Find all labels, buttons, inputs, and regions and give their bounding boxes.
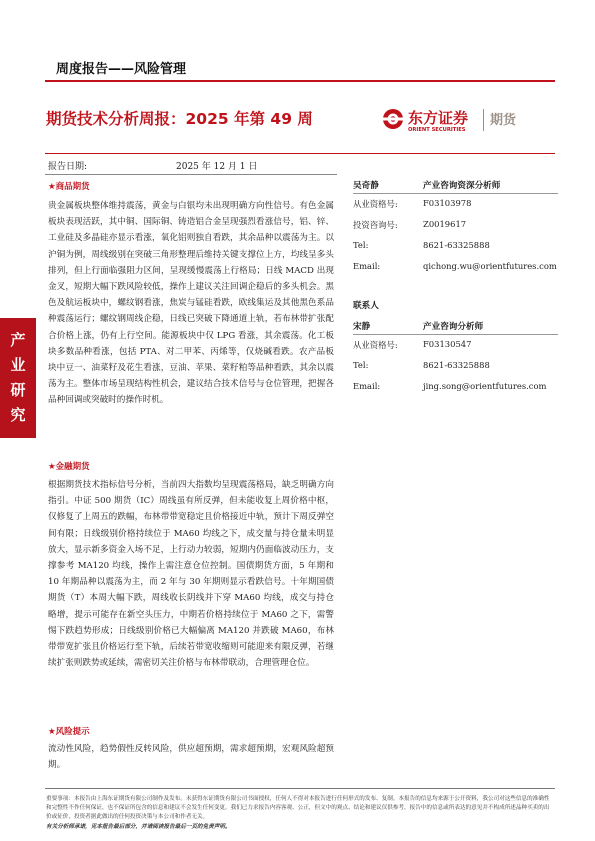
contact-name: 宋静 — [353, 322, 371, 332]
analyst-consult-value: Z0019617 — [423, 219, 467, 229]
sidebar-char: 研 — [10, 381, 26, 399]
risk-text: 流动性风险，趋势假性反转风险，供应超预期，需求超预期，宏观风险超预期。 — [48, 744, 334, 771]
logo-divider — [483, 109, 484, 131]
logo-mark-icon — [382, 109, 404, 129]
logo-sub-label: 期货 — [490, 113, 517, 128]
risk-heading: ★风险提示 — [48, 727, 90, 737]
contact-tel-label: Tel: — [353, 360, 369, 370]
analyst-license-label: 从业资格号: — [353, 199, 398, 209]
contact-license-value: F03130547 — [423, 339, 472, 349]
analyst-consult-label: 投资咨询号: — [353, 220, 398, 230]
analyst-license-value: F03103978 — [423, 198, 472, 208]
disclaimer — [46, 795, 554, 832]
contact-tel-value: 8621-63325888 — [423, 360, 490, 370]
report-date-value: 2025 年 12 月 1 日 — [176, 162, 258, 172]
commodity-text: 贵金属板块整体维持震荡，黄金与白银均未出现明确方向性信号。有色金属板块表现活跃，其中铜、国际铜、铸造铝合金呈现强烈看涨信号，铝、锌、工业硅及多晶硅亦显示看涨，氧化铝则独自看跌，其余品种以震荡为主。以沪铜为例，周线级别在突破三角形整理后维持关键支撑位上方，均线呈多头排列，但上行面临强阻力区间，呈现缓慢震荡上行格局；日线 MACD 出现金叉，短期大幅下跌风险较低，操作上建议关注回调企稳后的多头机会。黑色及航运板块中，螺纹钢看涨，焦炭与锰硅看跌，欧线集运及其他黑色系品种震荡运行；螺纹钢周线企稳，日线已突破下降通道上轨，若布林带扩张配合价格上涨，仍有上行空间。能源板块中仅 LPG 看涨，其余震荡。化工板块多数品种看涨，包括 PTA、对二甲苯、丙烯等，仅烧碱看跌。农产品板块中豆一、油菜籽及花生看涨，豆油、苹果、菜籽粕等品种看跌，其余以震荡为主。整体市场呈现结构性机会，建议结合技术信号与仓位管理，把握各品种回调或突破时的操作时机。 — [48, 201, 334, 406]
contact-heading: 联系人 — [353, 301, 379, 311]
logo-name-cn: 东方证券 — [408, 109, 469, 127]
sidebar-char: 产 — [10, 331, 26, 349]
report-category: 周度报告——风险管理 — [56, 62, 187, 77]
analyst-name: 吴奇静 — [353, 181, 379, 191]
analyst-email-label: Email: — [353, 261, 381, 271]
contact-license-label: 从业资格号: — [353, 340, 398, 350]
financial-text: 根据期货技术指标信号分析，当前四大指数均呈现震荡格局，缺乏明确方向指引。中证 500 期货（IC）周线虽有所反弹，但未能收复上周价格中枢，仅修复了上周五的跌幅，布林带带宽稳定且价格接近中轨，预计下周反弹空间有限；日线级别价格持续位于 MA60 均线之下，成交量与持仓量未明显放大，显示新多资金入场不足，上行动力较弱，短期内仍面临波动压力，支撑参考 MA120 均线，操作上需注意仓位控制。国债期货方面，5 年期和 10 年期品种以震荡为主，而 2 年与 30 年期则显示看跌信号。十年期国债期货（T）本周大幅下跌，周线收长阴线并下穿 MA60 均线，成交与持仓略增，提示可能存在新空头压力，中期若价格持续位于 MA60 之下，需警惕下跌趋势形成；日线级别价格已大幅偏离 MA120 并跌破 MA60，布林带带宽扩张且价格运行至下轨，后续若带宽收缩则可能迎来有限反弹，若继续扩张则跌势或延续，需密切关注价格与布林带联动，合理管理仓位。 — [48, 480, 334, 669]
industry-research-sidebar — [0, 318, 36, 438]
disclaimer-notice: 有关分析师承诺，见本报告最后部分，并请阅读报告最后一页的免责声明。 — [46, 823, 231, 830]
financial-heading: ★金融期货 — [48, 462, 90, 472]
analyst-email-link[interactable]: qichong.wu@orientfutures.com — [423, 261, 557, 271]
footer-divider — [45, 788, 555, 789]
analyst-tel-value: 8621-63325888 — [423, 240, 490, 250]
orient-securities-logo — [380, 102, 560, 138]
date-divider — [45, 174, 337, 175]
header-divider — [45, 80, 555, 82]
disclaimer-text: 重要事项：本报告由上海东证期货有限公司制作及发布。未获得东证期货有限公司书面授权，任何人不得对本报告进行任何形式的发布、复制。本报告的信息均来源于公开资料，我公司对这些信息的准确性和完整性不作任何保证，也不保证所包含的信息和建议不会发生任何变更。我们已力求报告内容客观、公正，但文中的观点、结论和建议仅供参考，报告中的信息或所表达的意见并不构成所述品种买卖的出价或征价，投资者据此做出的任何投资决策与本公司和作者无关。 — [46, 796, 550, 821]
sidebar-char: 究 — [10, 406, 26, 424]
analyst-divider — [353, 193, 558, 194]
contact-divider — [353, 334, 558, 335]
contact-email-label: Email: — [353, 381, 381, 391]
analyst-role: 产业咨询资深分析师 — [423, 181, 501, 191]
analyst-tel-label: Tel: — [353, 240, 369, 250]
report-date-label: 报告日期: — [48, 162, 88, 172]
logo-name-en: ORIENT SECURITIES — [408, 127, 466, 133]
contact-email-link[interactable]: jing.song@orientfutures.com — [423, 381, 547, 391]
contact-role: 产业咨询分析师 — [423, 322, 484, 332]
commodity-heading: ★商品期货 — [48, 182, 90, 192]
report-title: 期货技术分析周报：2025 年第 49 周 — [46, 110, 313, 128]
title-divider — [45, 153, 555, 154]
sidebar-char: 业 — [10, 356, 26, 374]
